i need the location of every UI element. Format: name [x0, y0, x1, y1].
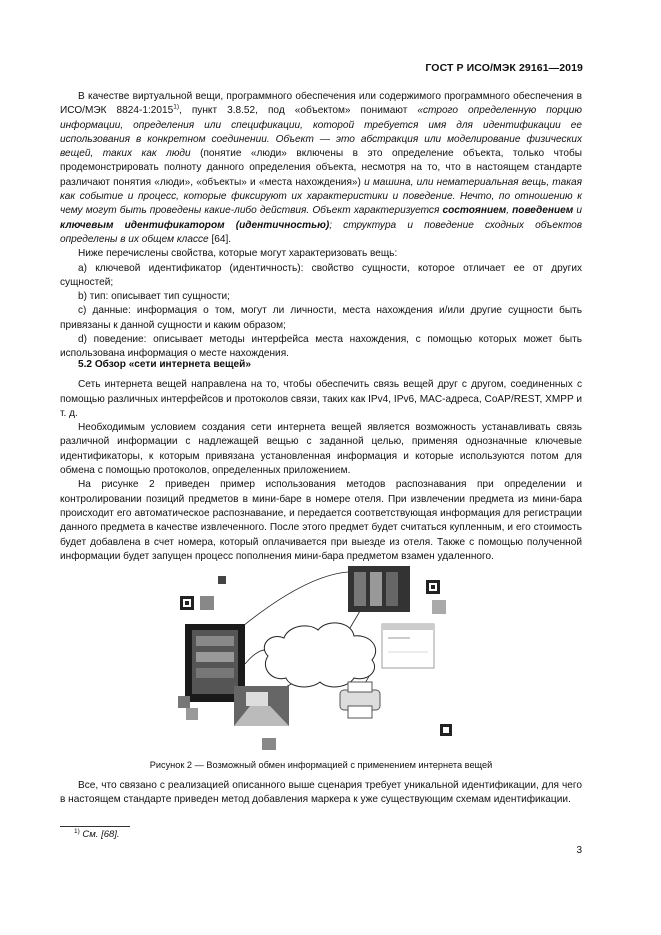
qr-code-icon — [440, 724, 452, 736]
link-line — [350, 611, 360, 628]
paragraph-thing-definition: В качестве виртуальной вещи, программного обеспечения или содержимого программного обеспечения в ИСО/МЭК 8824-1:2015$^{1)}$, пункт 3.8.52, под «объектом» понимают «строго определенную порцию информации, определения или спецификации, которой требуется имя для идентификации ее использования в конкретном соединении. Объект — это абстракция или моделирование физических вещей, таких как люди (понятие «люди» включены в это определение объекта, только чтобы продемонстрировать полноту данного определения объекта, несмотря на то, что в настоящем стандарте различают понятия «люди», «объекты» и «места нахождения») и машина, или нематериальная вещь, такая как событие и процесс, которые фиксируют их характеристики и поведение. Нечто, по отношению к чему могут быть проведены какие-либо действия. Объект характеризуется состоянием, поведением и ключевым идентификатором (идентичностью); структура и поведение сходных объектов определены в их общем классе [64]. — [60, 91, 583, 245]
product-thumbnail — [178, 696, 190, 708]
qr-code-icon — [180, 596, 194, 610]
footnote-separator — [60, 826, 130, 827]
paragraph-properties-intro: Ниже перечислены свойства, которые могут характеризовать вещь: — [78, 248, 398, 260]
qr-code-icon — [426, 580, 440, 594]
standard-header: ГОСТ Р ИСО/МЭК 29161—2019 — [425, 62, 583, 74]
paragraph-figure-ref: На рисунке 2 приведен пример использования методов распознавания при определении и контролировании позиций предметов в мини-баре в номере отеля. При извлечении предмета из мини-бара происходит его автоматическое распознавание, и передается соответствующая информация для регистрации данного предмета в качестве извлеченного. После этого предмет будет считаться купленным, и его стоимость будет добавлена в счет номера, который оплачивается при выезде из отеля. Также с помощью полученной информации будет запущен процесс пополнения мини-бара предметом взамен удаленного. — [60, 479, 582, 562]
hotel-room-image — [234, 686, 289, 726]
section-heading: 5.2 Обзор «сети интернета вещей» — [78, 359, 251, 370]
list-item: a) ключевой идентификатор (идентичность): свойство сущности, которое отличает ее от других сущностей; — [60, 262, 582, 288]
closing-text — [60, 779, 582, 808]
page-number: 3 — [576, 845, 582, 856]
list-item: c) данные: информация о том, могут ли личности, места нахождения и/или другие сущности быть привязаны к данной сущности и каким образом; — [60, 305, 582, 331]
footnote-ref: 1) — [173, 103, 180, 111]
iot-exchange-figure — [150, 556, 522, 751]
printer-icon — [340, 682, 380, 718]
qr-code-icon — [218, 576, 226, 584]
paragraph-network: Сеть интернета вещей направлена на то, чтобы обеспечить связь вещей друг с другом, соединенных с помощью различных интерфейсов и протоколов связи, таких как IPv4, IPv6, MAC-адреса, CoAP/REST, XMPP и т. д. — [60, 379, 582, 419]
product-thumbnail — [432, 600, 446, 614]
cloud-icon — [264, 623, 375, 687]
figure-caption: Рисунок 2 — Возможный обмен информацией с применением интернета вещей — [149, 760, 493, 770]
warehouse-image — [348, 566, 410, 612]
product-thumbnail — [262, 738, 276, 750]
list-item: b) тип: описывает тип сущности; — [78, 291, 230, 303]
section-5-2 — [60, 358, 582, 564]
paragraph-condition: Необходимым условием создания сети интернета вещей является возможность устанавливать связь различной информации с надлежащей вещью с заданной целью, применяя однозначные ключевые идентификаторы, к которым привязана установленная информация и которые используются потом для обмена с помощью протоколов, определенных приложением. — [60, 422, 582, 477]
list-item: d) поведение: описывает методы интерфейса места нахождения, с помощью которых может быть использована информация о месте нахождения. — [60, 334, 582, 360]
product-thumbnail — [200, 596, 214, 610]
product-thumbnail — [186, 708, 198, 720]
footnote: $^{1)}$ См. [68]. — [74, 827, 120, 840]
paragraph-identification: Все, что связано с реализацией описанного выше сценария требует уникальной идентификации, для чего в настоящем стандарте приведен метод добавления маркера к уже существующим схемам идентификации. — [60, 780, 582, 806]
body-text — [60, 90, 582, 362]
registration-document-icon — [382, 624, 434, 668]
